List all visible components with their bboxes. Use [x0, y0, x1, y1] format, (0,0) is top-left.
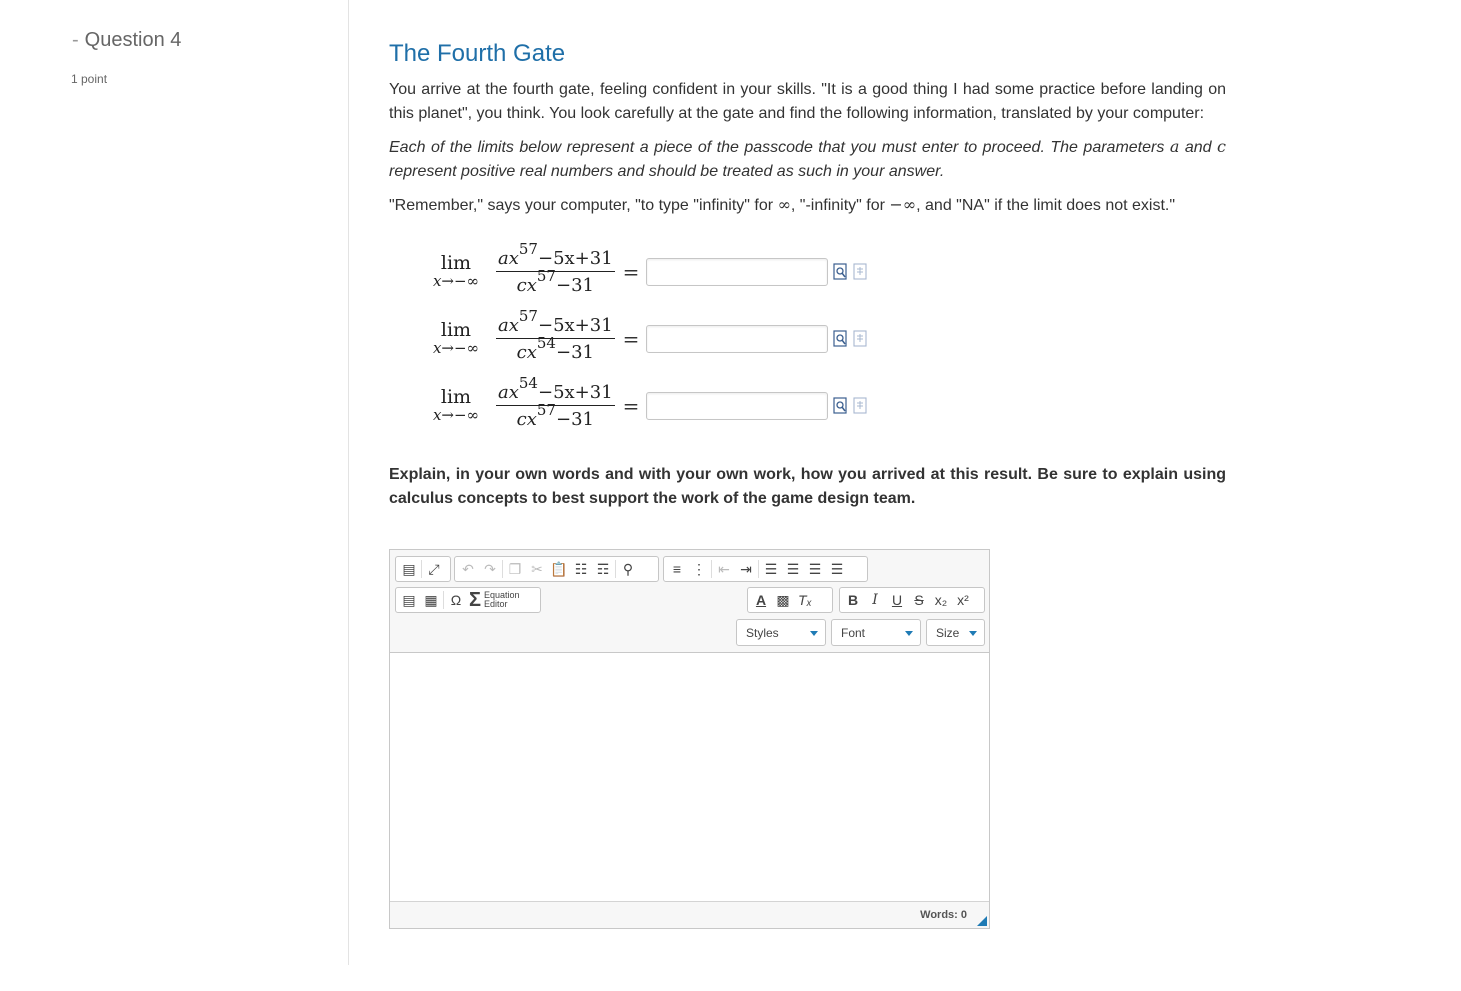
question-sidebar	[0, 0, 349, 965]
intro-paragraph: You arrive at the fourth gate, feeling confident in your skills. "It is a good thing I had some practice before landing on this planet", you think. You look carefully at the gate and find the following information, translated by your computer:	[389, 81, 1226, 122]
toolbar-separator	[443, 591, 444, 609]
bold-button[interactable]: B	[847, 592, 859, 608]
word-count: Words: 0	[920, 909, 967, 921]
superscript-icon[interactable]: x²	[957, 592, 969, 608]
neg-infinity-symbol: −∞	[889, 195, 917, 214]
answer-input-2[interactable]	[646, 325, 828, 353]
font-label: Font	[841, 625, 866, 640]
table-icon[interactable]: ▦	[424, 591, 438, 608]
maximize-icon[interactable]: ⤢	[428, 560, 440, 577]
eq-label-line1: Equation	[484, 590, 520, 600]
paste-word-icon[interactable]: ☶	[596, 560, 610, 577]
copy-icon[interactable]: ❐	[508, 560, 522, 577]
equals-sign: =	[622, 259, 640, 284]
num-term: ax	[498, 314, 519, 336]
den-exponent: 57	[536, 400, 556, 419]
instructions-paragraph	[389, 135, 1226, 184]
toolbar-group-colors	[747, 587, 833, 613]
toolbar-group-insert	[395, 587, 541, 613]
toolbar-separator	[711, 560, 712, 578]
equation-editor-label	[484, 591, 520, 609]
question-content	[389, 40, 1226, 520]
question-label: Question 4	[84, 29, 182, 51]
den-rest: −31	[555, 274, 594, 296]
num-rest: −5x+31	[537, 247, 613, 269]
instructions-and: and	[1184, 139, 1212, 156]
toolbar-group-formatting	[839, 587, 985, 613]
rich-text-editor	[389, 549, 990, 929]
sigma-icon: Σ	[469, 588, 482, 611]
eq-label-line2: Editor	[484, 599, 508, 609]
preview-icon[interactable]	[833, 263, 848, 280]
denominator	[515, 400, 596, 430]
paste-text-icon[interactable]: ☷	[574, 560, 588, 577]
source-icon[interactable]: ▤	[402, 560, 416, 577]
den-rest: −31	[555, 341, 594, 363]
equals-sign: =	[622, 326, 640, 351]
background-color-icon[interactable]: ▩	[776, 591, 790, 608]
num-exponent: 57	[518, 306, 538, 325]
num-term: ax	[498, 381, 519, 403]
num-exponent: 57	[518, 239, 538, 258]
limits-list	[422, 238, 1226, 439]
lim-word: lim	[440, 319, 472, 341]
reminder-paragraph	[389, 193, 1226, 218]
instructions-text-1: Each of the limits below represent a piece of the passcode that you must enter to proceed. The parameters	[389, 139, 1165, 156]
special-char-icon[interactable]: Ω	[450, 592, 462, 608]
remove-format-icon[interactable]: Tₓ	[798, 592, 812, 608]
toolbar-group-document	[395, 556, 451, 582]
resize-handle-icon[interactable]	[977, 916, 987, 926]
instructions-text-2: represent positive real numbers and should be treated as such in your answer.	[389, 163, 945, 180]
cut-icon[interactable]: ✂	[531, 560, 543, 577]
reminder-text-2: , "-infinity" for	[790, 197, 885, 214]
italic-button[interactable]: I	[872, 592, 878, 608]
equation-editor-button[interactable]	[467, 588, 524, 611]
align-left-icon[interactable]: ☰	[764, 560, 778, 577]
editor-toolbar	[390, 550, 989, 653]
num-rest: −5x+31	[537, 314, 613, 336]
toolbar-separator	[615, 560, 616, 578]
lim-word: lim	[440, 252, 472, 274]
numbered-list-icon[interactable]: ≡	[672, 561, 682, 577]
infinity-symbol: ∞	[777, 195, 791, 214]
underline-button[interactable]: U	[891, 592, 903, 608]
align-center-icon[interactable]: ☰	[786, 560, 800, 577]
limit-row	[422, 238, 1226, 305]
bulleted-list-icon[interactable]: ⋮	[692, 560, 706, 577]
indent-icon[interactable]: ⇥	[740, 560, 752, 577]
justify-icon[interactable]: ☰	[830, 560, 844, 577]
reminder-text-1: "Remember," says your computer, "to type "infinity" for	[389, 197, 774, 214]
num-exponent: 54	[518, 373, 538, 392]
param-c: c	[1217, 137, 1227, 156]
den-rest: −31	[555, 408, 594, 430]
editor-status-bar	[390, 901, 989, 928]
size-label: Size	[936, 625, 960, 640]
toolbar-separator	[758, 560, 759, 578]
question-points: 1 point	[71, 72, 108, 86]
den-term: cx	[516, 408, 537, 430]
page-title: The Fourth Gate	[389, 40, 566, 67]
outdent-icon[interactable]: ⇤	[718, 560, 730, 577]
den-exponent: 54	[536, 333, 556, 352]
text-color-icon[interactable]: A	[755, 592, 767, 608]
limit-fraction	[496, 306, 615, 363]
num-term: ax	[498, 247, 519, 269]
font-dropdown[interactable]	[831, 619, 921, 646]
limit-fraction	[496, 373, 615, 430]
preview-icon[interactable]	[833, 330, 848, 347]
redo-icon[interactable]: ↷	[484, 560, 496, 577]
toolbar-group-clipboard	[454, 556, 659, 582]
toolbar-separator	[502, 560, 503, 578]
limit-row	[422, 372, 1226, 439]
limit-operator	[422, 253, 490, 290]
chevron-down-icon	[969, 631, 977, 636]
answer-input-3[interactable]	[646, 392, 828, 420]
styles-label: Styles	[746, 625, 779, 640]
lim-word: lim	[440, 386, 472, 408]
denominator	[515, 266, 596, 296]
subscript-icon[interactable]: x₂	[934, 592, 948, 608]
strikethrough-button[interactable]: S	[914, 592, 924, 608]
find-icon[interactable]: ⚲	[622, 560, 634, 577]
explain-prompt: Explain, in your own words and with your own work, how you arrived at this result. Be sure to explain using calculus concepts to best support the work of the game design team.	[389, 466, 1226, 507]
limit-fraction	[496, 239, 615, 296]
chevron-down-icon	[905, 631, 913, 636]
horizontal-rule-icon[interactable]: ▤	[402, 591, 416, 608]
equals-sign: =	[622, 393, 640, 418]
denominator	[515, 333, 596, 363]
paste-icon[interactable]: 📋	[550, 560, 568, 577]
formula-icon[interactable]	[853, 330, 868, 347]
limit-operator	[422, 387, 490, 424]
param-a: a	[1169, 137, 1180, 156]
toolbar-group-lists	[663, 556, 868, 582]
limit-operator	[422, 320, 490, 357]
size-dropdown[interactable]	[926, 619, 985, 646]
preview-icon[interactable]	[833, 397, 848, 414]
chevron-down-icon	[810, 631, 818, 636]
formula-icon[interactable]	[853, 397, 868, 414]
den-term: cx	[516, 341, 537, 363]
answer-input-1[interactable]	[646, 258, 828, 286]
align-right-icon[interactable]: ☰	[808, 560, 822, 577]
question-title[interactable]: - Question 4	[72, 29, 182, 51]
lim-subscript: x→−∞	[432, 272, 480, 290]
formula-icon[interactable]	[853, 263, 868, 280]
lim-subscript: x→−∞	[432, 406, 480, 424]
editor-text-area[interactable]	[390, 653, 989, 903]
den-term: cx	[516, 274, 537, 296]
styles-dropdown[interactable]	[736, 619, 826, 646]
toolbar-separator	[421, 560, 422, 578]
num-rest: −5x+31	[537, 381, 613, 403]
den-exponent: 57	[536, 266, 556, 285]
limit-row	[422, 305, 1226, 372]
undo-icon[interactable]: ↶	[462, 560, 474, 577]
lim-subscript: x→−∞	[432, 339, 480, 357]
reminder-text-3: , and "NA" if the limit does not exist."	[916, 197, 1176, 214]
